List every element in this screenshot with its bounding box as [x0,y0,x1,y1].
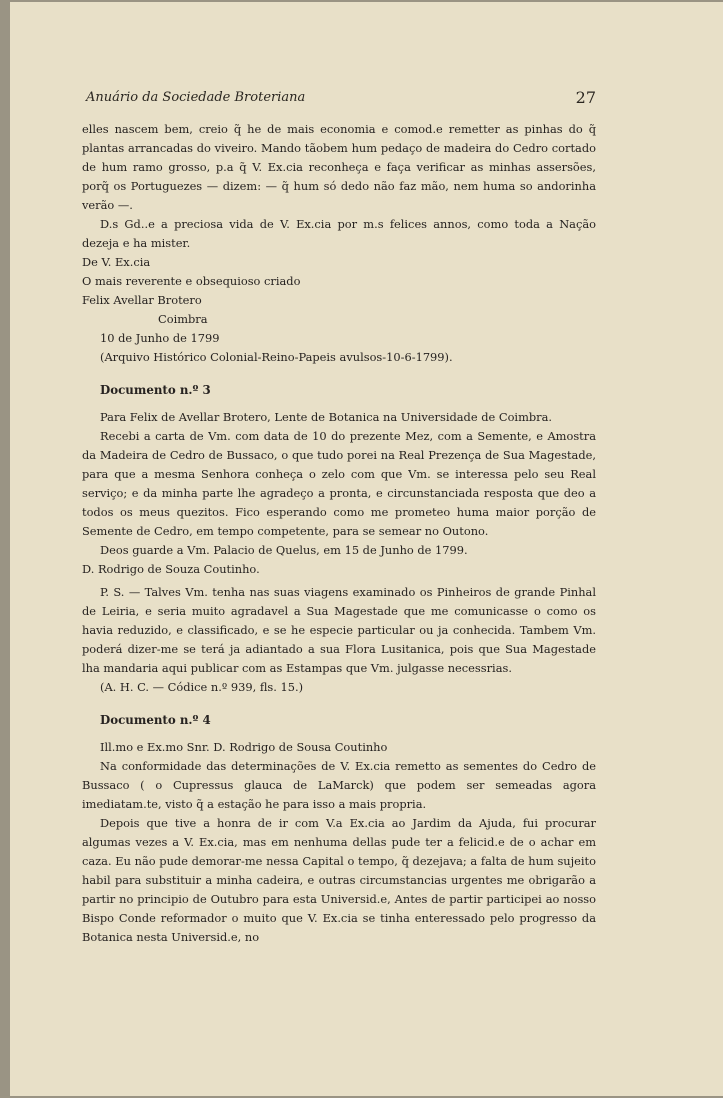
page-content [82,120,596,947]
running-title: Anuário da Sociedade Broteriana [86,90,306,105]
letter1-closing-2: O mais reverente e obsequioso criado [82,274,301,288]
letter1-paragraph-2: D.s Gd..e a preciosa vida de V. Ex.cia por m.s felices annos, como toda a Nação dezeja e ha mister. [82,217,596,250]
letter1-paragraph-1: elles nascem bem, creio q̃ he de mais economia e comod.e remetter as pinhas do q̃ plantas arrancadas do viveiro. Mando tãobem hum pedaço de madeira do Cedro cortado de hum ramo grosso, p.a q̃ V. Ex.cia reconheça e faça verificar as minhas assersões, porq̃ os Portuguezes — dizem: — q̃ hum só dedo não faz mão, nem huma so andorinha verão —. [82,122,596,212]
letter1-signature: Felix Avellar Brotero [82,293,202,307]
letter1-place: Coimbra [158,312,208,326]
doc4-heading: Documento n.º 4 [100,713,211,727]
doc4-paragraph-2: Depois que tive a honra de ir com V.a Ex.cia ao Jardim da Ajuda, fui procurar algumas vezes a V. Ex.cia, mas em nenhuma dellas pude ter a felicid.e de o achar em caza. Eu não pude demorar-me nessa Capital o tempo, q̃ dezejava; a falta de hum sujeito habil para substituir a minha cadeira, e outras circumstancias urgentes me obrigarão a partir no principio de Outubro para esta Universid.e, Antes de partir participei ao nosso Bispo Conde reformador o muito que V. Ex.cia se tinha enteressado pelo progresso da Botanica nesta Universid.e, no [82,816,596,944]
doc3-source: (A. H. C. — Códice n.º 939, fls. 15.) [100,680,304,694]
doc3-closing: Deos guarde a Vm. Palacio de Quelus, em 15 de Junho de 1799. [100,543,468,557]
page-number: 27 [575,88,596,107]
page-header [86,90,596,112]
letter1-closing-1: De V. Ex.cia [82,255,151,269]
letter1-source: (Arquivo Histórico Colonial-Reino-Papeis avulsos-10-6-1799). [100,350,453,364]
doc3-postscript: P. S. — Talves Vm. tenha nas suas viagens examinado os Pinheiros de grande Pinhal de Leiria, e seria muito agradavel a Sua Magestade que me comunicasse o como os havia reduzido, e classificado, e se he especie particular ou ja conhecida. Tambem Vm. poderá dizer-me se terá ja adiantado a sua Flora Lusitanica, pois que Sua Magestade lha mandaria aqui publicar com as Estampas que Vm. julgasse necessrias. [82,585,596,675]
doc3-addressee: Para Felix de Avellar Brotero, Lente de Botanica na Universidade de Coimbra. [100,410,553,424]
doc4-paragraph-1: Na conformidade das determinações de V. Ex.cia remetto as sementes do Cedro de Bussaco ( o Cupressus glauca de LaMarck) que podem ser semeadas agora imediatam.te, visto q̃ a estação he para isso a mais propria. [82,759,596,811]
doc3-signature: D. Rodrigo de Souza Coutinho. [82,562,260,576]
doc3-heading: Documento n.º 3 [100,383,211,397]
doc3-body: Recebi a carta de Vm. com data de 10 do prezente Mez, com a Semente, e Amostra da Madeira de Cedro de Bussaco, o que tudo porei na Real Prezença de Sua Magestade, para que a mesma Senhora conheça o zelo com que Vm. se interessa pelo seu Real serviço; e da minha parte lhe agradeço a pronta, e circunstanciada resposta que deo a todos os meus quezitos. Fico esperando como me prometeo huma maior porção de Semente de Cedro, em tempo competente, para se semear no Outono. [82,429,596,538]
book-page [10,2,723,1096]
doc4-salutation: Ill.mo e Ex.mo Snr. D. Rodrigo de Sousa Coutinho [100,740,388,754]
letter1-date: 10 de Junho de 1799 [100,331,220,345]
